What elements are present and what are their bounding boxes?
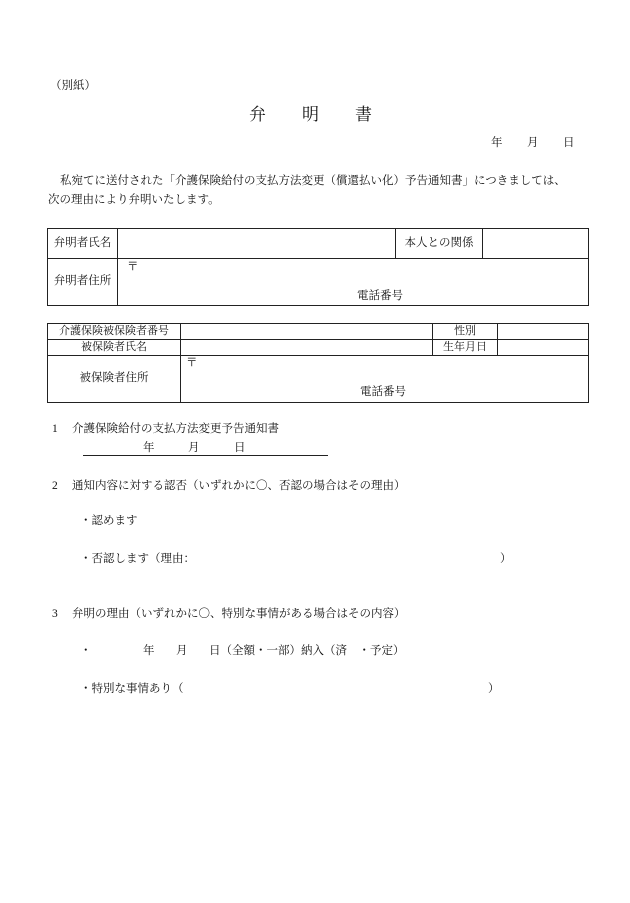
insured-address-label (47, 355, 181, 403)
notice-date-day: 日 (234, 442, 246, 454)
payment-detail: 日（全額・一部）納入（済 ・予定） (209, 645, 405, 657)
option-special-circumstances: ・特別な事情あり（ (80, 683, 184, 695)
insured-number-label (47, 323, 181, 340)
relation-label (395, 228, 483, 259)
applicant-address-label (47, 258, 118, 306)
insured-number-field (180, 323, 433, 340)
phone-label: 電話番号 (357, 290, 403, 302)
birthdate-label (432, 339, 498, 356)
insured-number-label-text: 介護保険被保険者番号 (59, 325, 169, 337)
insured-name-label (47, 339, 181, 356)
payment-month: 月 (176, 645, 188, 657)
document-title: 弁明書 (249, 105, 408, 124)
postal-mark: 〒 (127, 261, 139, 273)
insured-address-field (180, 355, 589, 403)
notice-date-month: 月 (188, 442, 200, 454)
applicant-name-label-text: 弁明者氏名 (53, 236, 112, 249)
section-number: 3 (52, 608, 58, 620)
attachment-label: （別紙） (50, 80, 96, 92)
applicant-address-label-text: 弁明者住所 (53, 275, 112, 288)
applicant-name-field (117, 228, 396, 259)
gender-label (432, 323, 498, 340)
applicant-address-field (117, 258, 589, 306)
applicant-name-label (47, 228, 118, 259)
birthdate-label-text: 生年月日 (443, 341, 487, 353)
deny-reason-close: ） (500, 553, 512, 565)
option-admit: ・認めます (80, 515, 138, 527)
option-deny: ・否認します（理由： (80, 553, 195, 565)
intro-line-1: 私宛てに送付された「介護保険給付の支払方法変更（償還払い化）予告通知書」につきましては、 (60, 175, 566, 187)
header-date-year: 年 (491, 137, 503, 149)
header-date-day: 日 (563, 137, 575, 149)
birthdate-field (497, 339, 589, 356)
header-date-month: 月 (527, 137, 539, 149)
payment-bullet: ・ (80, 645, 92, 657)
postal-mark: 〒 (186, 357, 198, 369)
payment-year: 年 (143, 645, 155, 657)
insured-name-field (180, 339, 433, 356)
intro-line-2: 次の理由により弁明いたします。 (48, 194, 220, 206)
phone-label: 電話番号 (360, 386, 406, 398)
section-heading: 通知内容に対する認否（いずれかに〇、否認の場合はその理由） (72, 480, 406, 492)
relation-field (482, 228, 589, 259)
special-circumstances-close: ） (488, 683, 500, 695)
section-number: 2 (52, 480, 58, 492)
section-heading: 介護保険給付の支払方法変更予告通知書 (72, 423, 279, 435)
section-number: 1 (52, 423, 58, 435)
gender-label-text: 性別 (454, 325, 476, 337)
date-underline (83, 455, 328, 456)
relation-label-text: 本人との関係 (404, 236, 474, 249)
section-heading: 弁明の理由（いずれかに〇、特別な事情がある場合はその内容） (72, 608, 406, 620)
insured-name-label-text: 被保険者氏名 (81, 341, 147, 353)
gender-field (497, 323, 589, 340)
insured-address-label-text: 被保険者住所 (79, 372, 149, 385)
notice-date-year: 年 (143, 442, 155, 454)
